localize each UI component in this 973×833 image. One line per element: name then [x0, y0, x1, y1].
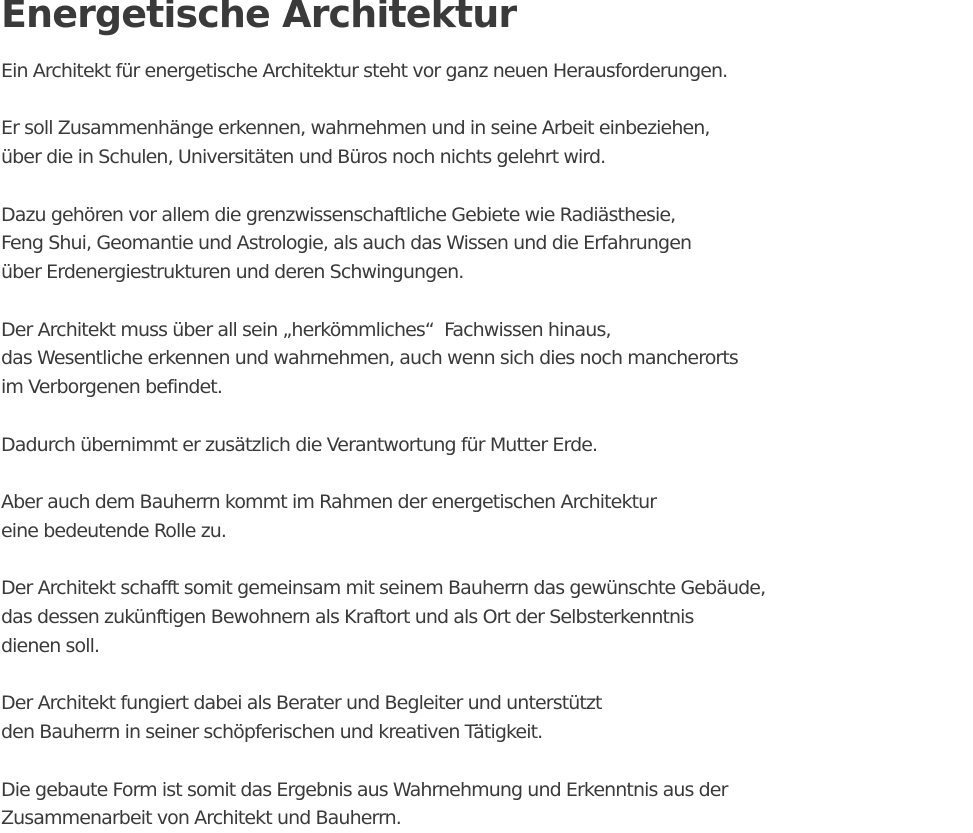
text-line: Zusammenarbeit von Architekt und Bauherrn. — [1, 804, 973, 833]
paragraph-spacer — [1, 172, 973, 201]
paragraph-spacer — [1, 287, 973, 316]
paragraph — [1, 114, 973, 172]
paragraph-spacer — [1, 459, 973, 488]
text-line: Der Architekt muss über all sein „herkömmliches“ Fachwissen hinaus, — [1, 316, 973, 345]
text-line: Ein Architekt für energetische Architektur steht vor ganz neuen Herausforderungen. — [1, 57, 973, 86]
paragraph — [1, 57, 973, 86]
text-line: Aber auch dem Bauherrn kommt im Rahmen der energetischen Architektur — [1, 488, 973, 517]
paragraph — [1, 689, 973, 747]
paragraph — [1, 776, 973, 833]
text-line: Feng Shui, Geomantie und Astrologie, als auch das Wissen und die Erfahrungen — [1, 229, 973, 258]
text-line: Dadurch übernimmt er zusätzlich die Verantwortung für Mutter Erde. — [1, 431, 973, 460]
text-line: über die in Schulen, Universitäten und Büros noch nichts gelehrt wird. — [1, 143, 973, 172]
paragraph — [1, 488, 973, 546]
text-line: Er soll Zusammenhänge erkennen, wahrnehmen und in seine Arbeit einbeziehen, — [1, 114, 973, 143]
text-line: das Wesentliche erkennen und wahrnehmen, auch wenn sich dies noch mancherorts — [1, 344, 973, 373]
paragraph — [1, 201, 973, 287]
page-title: Energetische Architektur — [1, 0, 973, 28]
paragraph — [1, 431, 973, 460]
text-line: Die gebaute Form ist somit das Ergebnis aus Wahrnehmung und Erkenntnis aus der — [1, 776, 973, 805]
text-line: den Bauherrn in seiner schöpferischen und kreativen Tätigkeit. — [1, 718, 973, 747]
text-line: das dessen zukünftigen Bewohnern als Kraftort und als Ort der Selbsterkenntnis — [1, 603, 973, 632]
paragraph-spacer — [1, 747, 973, 776]
text-line: eine bedeutende Rolle zu. — [1, 517, 973, 546]
paragraph — [1, 316, 973, 402]
text-line: Der Architekt schafft somit gemeinsam mit seinem Bauherrn das gewünschte Gebäude, — [1, 574, 973, 603]
paragraph-spacer — [1, 86, 973, 115]
text-line: im Verborgenen befindet. — [1, 373, 973, 402]
text-line: dienen soll. — [1, 632, 973, 661]
paragraph-spacer — [1, 546, 973, 575]
paragraph-spacer — [1, 661, 973, 690]
paragraph — [1, 574, 973, 660]
text-line: über Erdenergiestrukturen und deren Schwingungen. — [1, 258, 973, 287]
text-line: Dazu gehören vor allem die grenzwissenschaftliche Gebiete wie Radiästhesie, — [1, 201, 973, 230]
text-line: Der Architekt fungiert dabei als Berater und Begleiter und unterstützt — [1, 689, 973, 718]
paragraph-spacer — [1, 402, 973, 431]
document — [1, 0, 973, 833]
